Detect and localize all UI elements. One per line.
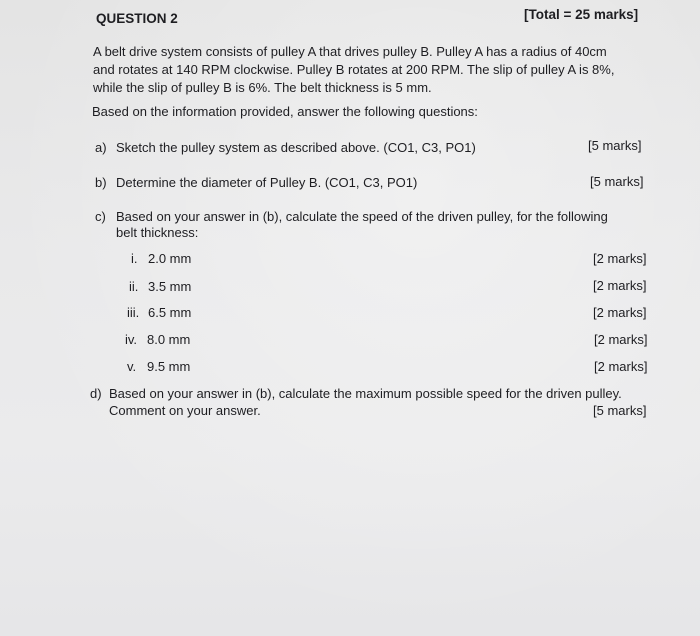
sub-item-number: iv. xyxy=(125,332,138,347)
question-c-line-1: Based on your answer in (b), calculate the speed of the driven pulley, for the following xyxy=(116,209,608,224)
question-a-text: Sketch the pulley system as described above. (CO1, C3, PO1) xyxy=(116,140,476,155)
sub-item-value: 8.0 mm xyxy=(147,332,191,347)
question-a-label: a) xyxy=(95,140,107,155)
question-title: QUESTION 2 xyxy=(96,11,178,26)
intro-line-3: while the slip of pulley B is 6%. The belt thickness is 5 mm. xyxy=(93,80,432,95)
instruction: Based on the information provided, answer the following questions: xyxy=(92,104,478,119)
sub-item-number: i. xyxy=(131,251,138,266)
intro-line-2: and rotates at 140 RPM clockwise. Pulley B rotates at 200 RPM. The slip of pulley A is 8%, xyxy=(93,62,615,77)
sub-item-value: 9.5 mm xyxy=(147,359,191,374)
question-d-label: d) xyxy=(90,386,102,401)
total-marks: [Total = 25 marks] xyxy=(524,7,639,22)
question-c-line-2: belt thickness: xyxy=(116,225,199,240)
sub-item-value: 3.5 mm xyxy=(148,279,192,294)
question-b-text: Determine the diameter of Pulley B. (CO1, C3, PO1) xyxy=(116,175,418,190)
question-a-marks: [5 marks] xyxy=(588,138,642,153)
sub-item-value: 6.5 mm xyxy=(148,305,192,320)
sub-item-marks: [2 marks] xyxy=(594,359,648,374)
sub-item-marks: [2 marks] xyxy=(593,278,647,293)
question-d-line-2: Comment on your answer. xyxy=(109,403,261,418)
sub-item-marks: [2 marks] xyxy=(594,332,648,347)
question-b-label: b) xyxy=(95,175,107,190)
question-d-marks: [5 marks] xyxy=(593,403,647,418)
intro-line-1: A belt drive system consists of pulley A that drives pulley B. Pulley A has a radius of 40cm xyxy=(93,44,607,59)
sub-item-number: iii. xyxy=(127,305,140,320)
sub-item-number: ii. xyxy=(129,279,139,294)
sub-item-number: v. xyxy=(127,359,137,374)
sub-item-marks: [2 marks] xyxy=(593,251,647,266)
sub-item-marks: [2 marks] xyxy=(593,305,647,320)
sub-item-value: 2.0 mm xyxy=(148,251,192,266)
question-b-marks: [5 marks] xyxy=(590,174,644,189)
question-c-label: c) xyxy=(95,209,106,224)
question-d-line-1: Based on your answer in (b), calculate the maximum possible speed for the driven pulley. xyxy=(109,386,622,401)
